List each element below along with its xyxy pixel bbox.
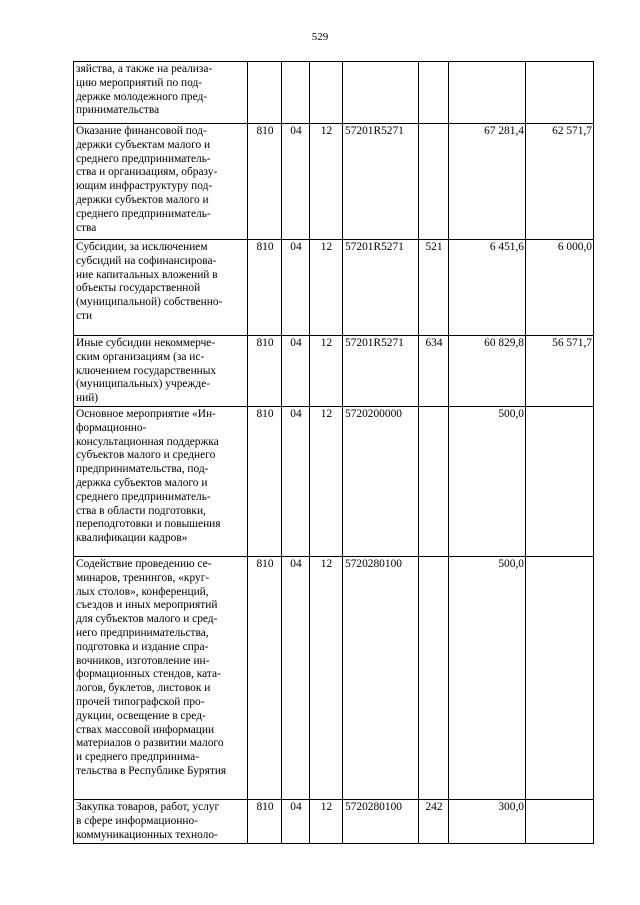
target-article-cell: 5720200000 bbox=[343, 406, 419, 556]
description-line: цию мероприятий по под- bbox=[76, 76, 203, 89]
target-article-cell: 57201R5271 bbox=[343, 124, 419, 240]
expense-type-cell: 634 bbox=[419, 336, 449, 407]
section-cell: 04 bbox=[282, 799, 310, 843]
target-article-cell: 57201R5271 bbox=[343, 336, 419, 407]
description-line: съездов и иных мероприятий bbox=[76, 599, 218, 612]
subsection-cell: 12 bbox=[310, 406, 343, 556]
description-line: держки субъектов малого и bbox=[76, 193, 209, 206]
description-line: прочей типографской про- bbox=[76, 695, 205, 708]
subsection-cell: 12 bbox=[310, 124, 343, 240]
description-line: держки субъектам малого и bbox=[76, 138, 211, 151]
table-row bbox=[74, 336, 594, 407]
description-line: держке молодежного пред- bbox=[76, 90, 208, 103]
amount-year1-cell: 6 451,6 bbox=[449, 240, 526, 336]
description-line: (муниципальных) учрежде- bbox=[76, 378, 210, 391]
section-cell bbox=[282, 62, 310, 124]
description-line: формационных стендов, ката- bbox=[76, 668, 221, 681]
description-cell bbox=[74, 124, 248, 240]
expense-type-cell: 521 bbox=[419, 240, 449, 336]
description-line: предпринимательства, под- bbox=[76, 463, 209, 476]
amount-year1-cell: 500,0 bbox=[449, 406, 526, 556]
description-cell bbox=[74, 336, 248, 407]
description-line: подготовка и издание спра- bbox=[76, 640, 209, 653]
description-line: квалификации кадров» bbox=[76, 532, 188, 545]
section-cell: 04 bbox=[282, 124, 310, 240]
description-cell bbox=[74, 62, 248, 124]
description-line: среднего предприниматель- bbox=[76, 152, 211, 165]
table-row bbox=[74, 406, 594, 556]
section-cell: 04 bbox=[282, 336, 310, 407]
expense-type-cell bbox=[419, 124, 449, 240]
expense-type-cell: 242 bbox=[419, 799, 449, 843]
description-line: него предпринимательства, bbox=[76, 626, 209, 639]
description-line: переподготовки и повышения bbox=[76, 518, 221, 531]
grbs-cell bbox=[248, 62, 282, 124]
description-line: Закупка товаров, работ, услуг bbox=[76, 800, 220, 813]
amount-year2-cell bbox=[526, 556, 594, 799]
description-line: ства bbox=[76, 221, 97, 234]
description-cell bbox=[74, 406, 248, 556]
subsection-cell: 12 bbox=[310, 240, 343, 336]
description-line: зяйства, а также на реализа- bbox=[76, 63, 213, 75]
description-line: логов, буклетов, листовок и bbox=[76, 682, 211, 695]
amount-year2-cell bbox=[526, 62, 594, 124]
description-line: субсидий на софинансирова- bbox=[76, 254, 217, 267]
description-line: для субъектов малого и сред- bbox=[76, 613, 218, 626]
table-body bbox=[74, 62, 594, 844]
description-line: формационно- bbox=[76, 421, 147, 434]
amount-year1-cell: 67 281,4 bbox=[449, 124, 526, 240]
description-line: принимательства bbox=[76, 104, 160, 117]
target-article-cell: 57201R5271 bbox=[343, 240, 419, 336]
page-number: 529 bbox=[311, 31, 329, 43]
budget-table bbox=[73, 61, 594, 844]
amount-year2-cell bbox=[526, 799, 594, 843]
description-line: ства в области подготовки, bbox=[76, 504, 206, 517]
description-line: тельства в Республике Бурятия bbox=[76, 764, 227, 777]
description-line: ключением государственных bbox=[76, 364, 217, 377]
grbs-cell: 810 bbox=[248, 124, 282, 240]
section-cell: 04 bbox=[282, 240, 310, 336]
description-cell bbox=[74, 240, 248, 336]
target-article-cell: 5720280100 bbox=[343, 556, 419, 799]
section-cell: 04 bbox=[282, 556, 310, 799]
description-line: коммуникационных техноло- bbox=[76, 828, 218, 841]
table-row bbox=[74, 62, 594, 124]
grbs-cell: 810 bbox=[248, 406, 282, 556]
description-line: среднего предприниматель- bbox=[76, 490, 211, 503]
target-article-cell bbox=[343, 62, 419, 124]
expense-type-cell bbox=[419, 406, 449, 556]
description-cell bbox=[74, 556, 248, 799]
amount-year2-cell: 56 571,7 bbox=[526, 336, 594, 407]
description-line: лых столов», конференций, bbox=[76, 585, 209, 598]
section-cell: 04 bbox=[282, 406, 310, 556]
description-line: Субсидии, за исключением bbox=[76, 241, 208, 253]
subsection-cell bbox=[310, 62, 343, 124]
table-row bbox=[74, 124, 594, 240]
description-line: дукции, освещение в сред- bbox=[76, 709, 206, 722]
description-line: субъектов малого и среднего bbox=[76, 449, 216, 462]
description-line: и среднего предпринима- bbox=[76, 751, 200, 764]
description-line: сти bbox=[76, 309, 93, 322]
expense-type-cell bbox=[419, 62, 449, 124]
expense-type-cell bbox=[419, 556, 449, 799]
table-row bbox=[74, 556, 594, 799]
description-line: минаров, тренингов, «круг- bbox=[76, 571, 210, 584]
description-line: материалов о развитии малого bbox=[76, 737, 224, 750]
description-line: Иные субсидии некоммерче- bbox=[76, 337, 216, 349]
target-article-cell: 5720280100 bbox=[343, 799, 419, 843]
description-cell bbox=[74, 799, 248, 843]
description-line: объекты государственной bbox=[76, 282, 201, 295]
description-line: ющим инфраструктуру под- bbox=[76, 180, 213, 193]
description-line: ствах массовой информации bbox=[76, 723, 215, 736]
grbs-cell: 810 bbox=[248, 240, 282, 336]
subsection-cell: 12 bbox=[310, 799, 343, 843]
description-line: Оказание финансовой под- bbox=[76, 125, 207, 137]
subsection-cell: 12 bbox=[310, 556, 343, 799]
description-line: вочников, изготовление ин- bbox=[76, 654, 210, 667]
amount-year2-cell: 6 000,0 bbox=[526, 240, 594, 336]
grbs-cell: 810 bbox=[248, 556, 282, 799]
description-line: ства и организациям, образу- bbox=[76, 166, 218, 179]
description-line: Содействие проведению се- bbox=[76, 557, 212, 570]
description-line: держка субъектов малого и bbox=[76, 476, 208, 489]
amount-year1-cell: 500,0 bbox=[449, 556, 526, 799]
description-line: (муниципальной) собственно- bbox=[76, 296, 223, 309]
grbs-cell: 810 bbox=[248, 336, 282, 407]
amount-year1-cell: 300,0 bbox=[449, 799, 526, 843]
description-line: Основное мероприятие «Ин- bbox=[76, 407, 216, 420]
amount-year2-cell bbox=[526, 406, 594, 556]
table-row bbox=[74, 240, 594, 336]
description-line: ний) bbox=[76, 392, 99, 405]
amount-year1-cell bbox=[449, 62, 526, 124]
description-line: консультационная поддержка bbox=[76, 435, 219, 448]
amount-year2-cell: 62 571,7 bbox=[526, 124, 594, 240]
description-line: среднего предприниматель- bbox=[76, 207, 211, 220]
description-line: в сфере информационно- bbox=[76, 814, 198, 827]
amount-year1-cell: 60 829,8 bbox=[449, 336, 526, 407]
description-line: ским организациям (за ис- bbox=[76, 350, 205, 363]
table-row bbox=[74, 799, 594, 843]
grbs-cell: 810 bbox=[248, 799, 282, 843]
description-line: ние капитальных вложений в bbox=[76, 268, 218, 281]
subsection-cell: 12 bbox=[310, 336, 343, 407]
